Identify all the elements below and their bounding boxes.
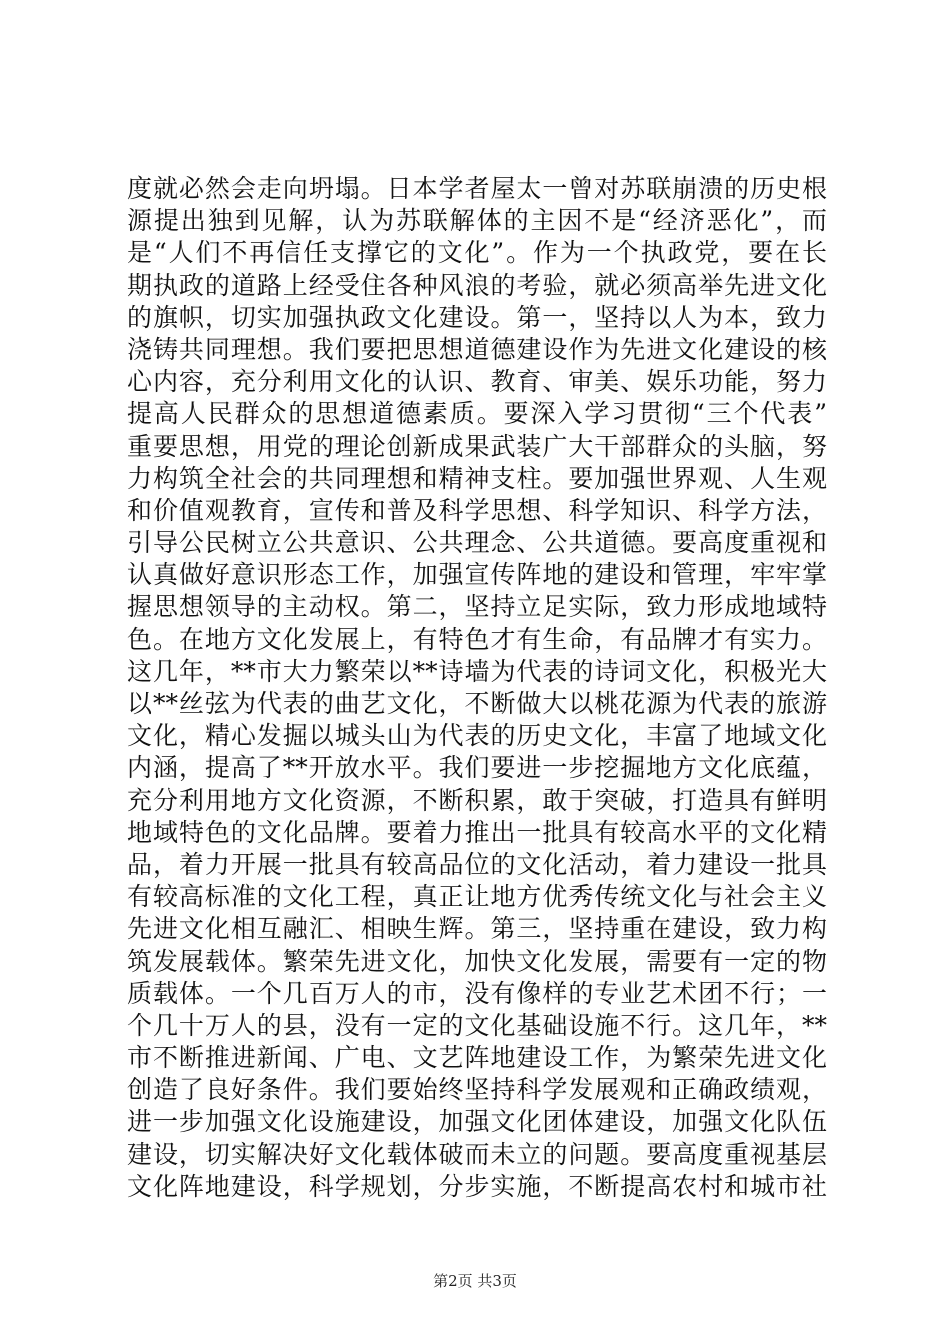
text-line: 进一步加强文化设施建设，加强文化团体建设，加强文化队伍 xyxy=(127,1107,827,1137)
text-line: 的旗帜，切实加强执政文化建设。第一，坚持以人为本，致力 xyxy=(127,302,827,332)
text-line: 质载体。一个几百万人的市，没有像样的专业艺术团不行；一 xyxy=(127,978,827,1008)
text-line: 创造了良好条件。我们要始终坚持科学发展观和正确政绩观， xyxy=(127,1075,827,1105)
text-line: 品，着力开展一批具有较高品位的文化活动，着力建设一批具 xyxy=(127,849,827,879)
text-line: 地域特色的文化品牌。要着力推出一批具有较高水平的文化精 xyxy=(127,817,827,847)
text-line: 源提出独到见解，认为苏联解体的主因不是“经济恶化”，而 xyxy=(127,206,827,236)
text-line: 有较高标准的文化工程，真正让地方优秀传统文化与社会主义 xyxy=(127,882,827,912)
text-line: 度就必然会走向坍塌。日本学者屋太一曾对苏联崩溃的历史根 xyxy=(127,174,827,203)
text-line: 重要思想，用党的理论创新成果武装广大干部群众的头脑，努 xyxy=(127,431,827,461)
text-line: 充分利用地方文化资源，不断积累，敢于突破，打造具有鲜明 xyxy=(127,785,827,815)
text-line: 以**丝弦为代表的曲艺文化，不断做大以桃花源为代表的旅游 xyxy=(127,689,827,718)
text-line: 市不断推进新闻、广电、文艺阵地建设工作，为繁荣先进文化 xyxy=(127,1043,827,1073)
text-line: 筑发展载体。繁荣先进文化，加快文化发展，需要有一定的物 xyxy=(127,946,827,976)
text-line: 这几年，**市大力繁荣以**诗墙为代表的诗词文化，积极光大 xyxy=(127,656,827,686)
text-line: 认真做好意识形态工作，加强宣传阵地的建设和管理，牢牢掌 xyxy=(127,560,827,590)
body-paragraph xyxy=(127,173,827,1203)
text-line: 建设，切实解决好文化载体破而未立的问题。要高度重视基层 xyxy=(127,1139,827,1169)
text-line: 色。在地方文化发展上，有特色才有生命，有品牌才有实力。 xyxy=(127,624,827,654)
page-footer: 第2页 共3页 xyxy=(433,1272,517,1290)
text-line: 和价值观教育，宣传和普及科学思想、科学知识、科学方法， xyxy=(127,495,827,525)
text-line: 文化阵地建设，科学规划，分步实施，不断提高农村和城市社 xyxy=(127,1171,827,1201)
text-line: 先进文化相互融汇、相映生辉。第三，坚持重在建设，致力构 xyxy=(127,914,827,944)
text-line: 浇铸共同理想。我们要把思想道德建设作为先进文化建设的核 xyxy=(127,334,827,364)
text-line: 力构筑全社会的共同理想和精神支柱。要加强世界观、人生观 xyxy=(127,463,827,493)
text-line: 引导公民树立公共意识、公共理念、公共道德。要高度重视和 xyxy=(127,528,827,558)
text-line: 文化，精心发掘以城头山为代表的历史文化，丰富了地域文化 xyxy=(127,721,827,751)
text-line: 握思想领导的主动权。第二，坚持立足实际，致力形成地域特 xyxy=(127,592,827,622)
text-line: 是“人们不再信任支撑它的文化”。作为一个执政党，要在长 xyxy=(127,238,827,268)
text-line: 内涵，提高了**开放水平。我们要进一步挖掘地方文化底蕴， xyxy=(127,753,827,783)
text-line: 提高人民群众的思想道德素质。要深入学习贯彻“三个代表” xyxy=(127,399,827,429)
text-line: 心内容，充分利用文化的认识、教育、审美、娱乐功能，努力 xyxy=(127,367,827,397)
text-line: 期执政的道路上经受住各种风浪的考验，就必须高举先进文化 xyxy=(127,270,827,300)
text-line: 个几十万人的县，没有一定的文化基础设施不行。这几年，** xyxy=(127,1010,827,1040)
